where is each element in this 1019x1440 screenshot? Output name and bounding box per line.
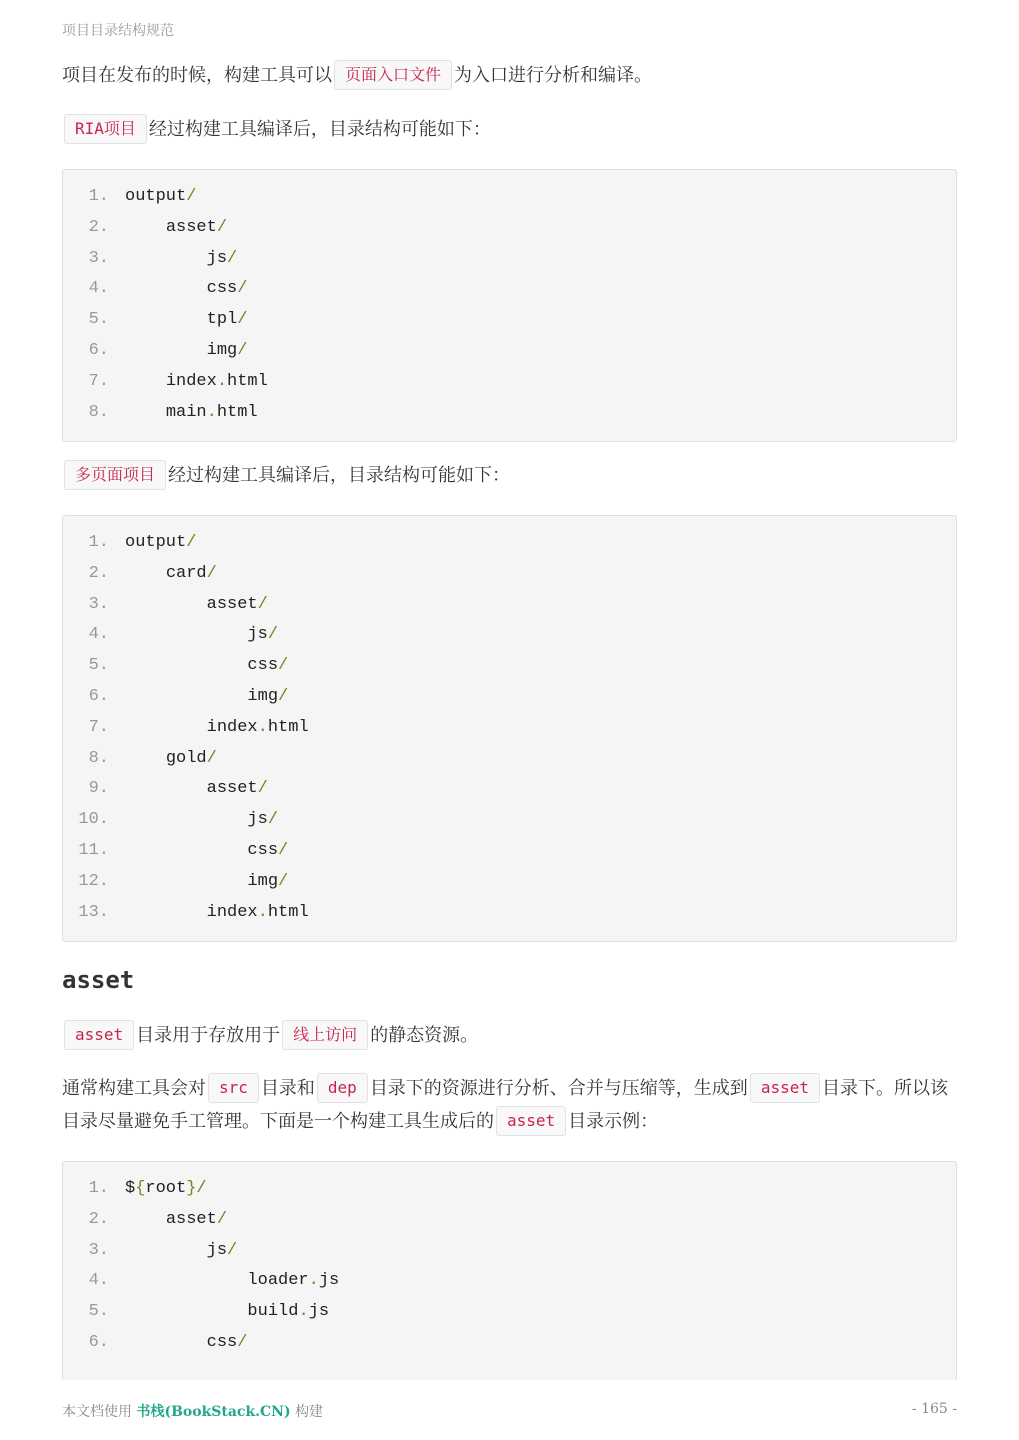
code-token: html (267, 902, 309, 922)
code-punct: / (206, 563, 217, 583)
indent (125, 872, 247, 891)
indent (125, 595, 207, 614)
indent (125, 310, 207, 329)
inline-code-asset: asset (496, 1106, 566, 1136)
code-punct: / (237, 279, 248, 299)
line-number: 4. (88, 279, 109, 299)
code-line (63, 713, 956, 744)
code-token: js (247, 810, 268, 830)
indent (125, 687, 247, 706)
asset-paragraph (62, 1019, 957, 1052)
page-number: - 165 - (911, 1401, 957, 1417)
code-line (63, 213, 956, 244)
code-line (63, 336, 956, 367)
code-token: js (318, 1271, 340, 1291)
code-token: root (145, 1179, 187, 1198)
code-punct: / (186, 187, 197, 206)
code-line (63, 744, 956, 775)
code-punct: / (227, 1240, 238, 1260)
code-token: img (206, 340, 238, 360)
code-line (63, 1236, 956, 1267)
code-token: output (125, 533, 187, 552)
ria-paragraph (62, 113, 957, 146)
code-line (63, 1205, 956, 1236)
code-line (63, 774, 956, 805)
line-number: 9. (88, 779, 109, 799)
indent (125, 1241, 207, 1260)
code-punct: . (298, 1302, 309, 1322)
indent (125, 625, 247, 644)
asset-text-1: 目录用于存放用于 (136, 1025, 281, 1046)
code-line (63, 898, 956, 929)
code-line (63, 805, 956, 836)
code-line (63, 651, 956, 682)
line-number: 6. (88, 686, 109, 706)
code-line (63, 528, 956, 559)
code-punct: / (278, 686, 289, 706)
code-line (63, 1174, 956, 1205)
code-token: js (308, 1302, 330, 1322)
code-token: css (247, 656, 279, 676)
code-block-multi-page (62, 515, 957, 942)
code-line (63, 867, 956, 898)
code-token: build (247, 1302, 299, 1322)
indent (125, 218, 166, 237)
code-token: html (227, 371, 268, 391)
code-punct: / (267, 810, 279, 830)
indent (125, 279, 207, 298)
code-line (63, 367, 956, 398)
line-number: 6. (88, 340, 109, 360)
code-token: card (165, 563, 207, 583)
code-punct: / (278, 871, 289, 891)
intro-suffix: 为入口进行分析和编译。 (454, 65, 653, 86)
indent (125, 810, 247, 829)
line-number: 5. (88, 310, 109, 330)
build-text-2: 目录和 (260, 1078, 315, 1099)
indent (125, 564, 166, 583)
code-lines (63, 182, 956, 428)
inline-code-dep: dep (317, 1073, 368, 1103)
code-line (63, 836, 956, 867)
code-punct: } (186, 1179, 197, 1198)
build-text-1: 通常构建工具会对 (62, 1078, 206, 1099)
ria-text: 经过构建工具编译后，目录结构可能如下： (148, 119, 491, 140)
code-line (63, 559, 956, 590)
line-number: 11. (78, 840, 109, 860)
section-heading-asset: asset (62, 966, 135, 994)
build-text-5: 目录示例： (568, 1111, 659, 1132)
multi-page-text: 经过构建工具编译后，目录结构可能如下： (168, 465, 511, 486)
line-number: 7. (88, 371, 109, 391)
code-line (63, 244, 956, 275)
line-number: 1. (88, 187, 109, 206)
code-token: asset (165, 1209, 217, 1229)
indent (125, 1210, 166, 1229)
line-number: 3. (88, 248, 109, 268)
code-token: js (206, 248, 228, 268)
line-number: 1. (88, 533, 109, 552)
code-punct: / (237, 340, 248, 360)
line-number: 3. (88, 594, 109, 614)
line-number: 2. (88, 563, 109, 583)
code-line (63, 682, 956, 713)
build-text-3: 目录下的资源进行分析、合并与压缩等，生成到 (369, 1078, 748, 1099)
code-lines (63, 1174, 956, 1359)
indent (125, 372, 166, 391)
code-token: js (206, 1240, 228, 1260)
indent (125, 1302, 247, 1321)
intro-prefix: 项目在发布的时候，构建工具可以 (62, 65, 332, 86)
code-punct: / (278, 840, 289, 860)
code-punct: / (196, 1179, 207, 1198)
code-token: css (247, 840, 279, 860)
code-token: js (247, 625, 268, 645)
inline-code-ria: RIA项目 (64, 114, 147, 144)
code-block-ria (62, 169, 957, 442)
indent (125, 718, 207, 737)
line-number: 2. (88, 1209, 109, 1229)
code-token: gold (165, 748, 207, 768)
code-token: tpl (206, 310, 238, 330)
code-punct: { (135, 1179, 146, 1198)
running-header: 项目目录结构规范 (62, 23, 174, 39)
line-number: 7. (88, 717, 109, 737)
inline-code-entry-file: 页面入口文件 (334, 60, 452, 90)
code-punct: . (308, 1271, 319, 1291)
code-token: img (247, 686, 279, 706)
indent (125, 403, 166, 422)
line-number: 8. (88, 748, 109, 768)
code-token: index (206, 902, 258, 922)
indent (125, 903, 207, 922)
code-punct: / (216, 1209, 228, 1229)
indent (125, 1333, 207, 1352)
inline-code-asset: asset (750, 1073, 820, 1103)
code-line (63, 620, 956, 651)
code-line (63, 305, 956, 336)
code-punct: / (237, 1332, 248, 1352)
multi-page-paragraph (62, 459, 957, 492)
footer-credit (62, 1401, 323, 1421)
code-line (63, 1266, 956, 1297)
inline-code-src: src (208, 1073, 259, 1103)
line-number: 1. (88, 1179, 109, 1198)
inline-code-multi-page: 多页面项目 (64, 460, 166, 490)
code-punct: / (227, 248, 238, 268)
code-token: html (267, 717, 309, 737)
indent (125, 779, 207, 798)
code-token: loader (247, 1271, 309, 1291)
code-punct: / (257, 779, 268, 799)
footer-prefix: 本文档使用 (62, 1404, 132, 1420)
code-token: css (206, 279, 238, 299)
line-number: 4. (88, 625, 109, 645)
indent (125, 1271, 247, 1290)
code-line (63, 590, 956, 621)
code-punct: / (257, 594, 268, 614)
code-line (63, 398, 956, 429)
code-token: asset (206, 779, 258, 799)
code-block-asset-example (62, 1161, 957, 1380)
intro-paragraph (62, 59, 957, 92)
indent (125, 841, 247, 860)
footer-suffix: 构建 (295, 1404, 324, 1420)
line-number: 8. (88, 402, 109, 422)
code-punct: . (257, 902, 268, 922)
code-line (63, 182, 956, 213)
code-token: $ (125, 1179, 136, 1198)
line-number: 5. (88, 1302, 109, 1322)
code-punct: / (216, 217, 228, 237)
indent (125, 341, 207, 360)
code-punct: . (216, 371, 228, 391)
code-punct: / (206, 748, 217, 768)
line-number: 3. (88, 1240, 109, 1260)
line-number: 2. (88, 217, 109, 237)
code-token: css (206, 1332, 238, 1352)
line-number: 10. (78, 810, 109, 830)
code-token: output (125, 187, 187, 206)
code-lines (63, 528, 956, 928)
code-line (63, 274, 956, 305)
indent (125, 749, 166, 768)
line-number: 4. (88, 1271, 109, 1291)
code-punct: / (267, 625, 279, 645)
code-token: img (247, 871, 279, 891)
code-punct: / (186, 533, 197, 552)
line-number: 6. (88, 1332, 109, 1352)
code-token: asset (165, 217, 217, 237)
asset-text-2: 的静态资源。 (370, 1025, 479, 1046)
code-token: html (216, 402, 258, 422)
line-number: 5. (88, 656, 109, 676)
code-punct: / (237, 310, 248, 330)
line-number: 13. (78, 902, 109, 922)
line-number: 12. (78, 871, 109, 891)
indent (125, 249, 207, 268)
indent (125, 656, 247, 675)
code-token: main (165, 402, 207, 422)
code-punct: . (206, 402, 217, 422)
build-paragraph (62, 1072, 957, 1138)
build-text-4: 目录下。所以该目录尽量避免手工管理。下面是一个构建工具生成后的 (62, 1078, 948, 1132)
inline-code-asset: asset (64, 1020, 134, 1050)
code-token: asset (206, 594, 258, 614)
code-token: index (165, 371, 217, 391)
code-token: index (206, 717, 258, 737)
inline-code-online-access: 线上访问 (282, 1020, 368, 1050)
code-punct: / (278, 656, 289, 676)
footer-brand-link[interactable]: 书栈(BookStack.CN) (136, 1404, 291, 1420)
code-line (63, 1297, 956, 1328)
code-line (63, 1328, 956, 1359)
code-punct: . (257, 717, 268, 737)
